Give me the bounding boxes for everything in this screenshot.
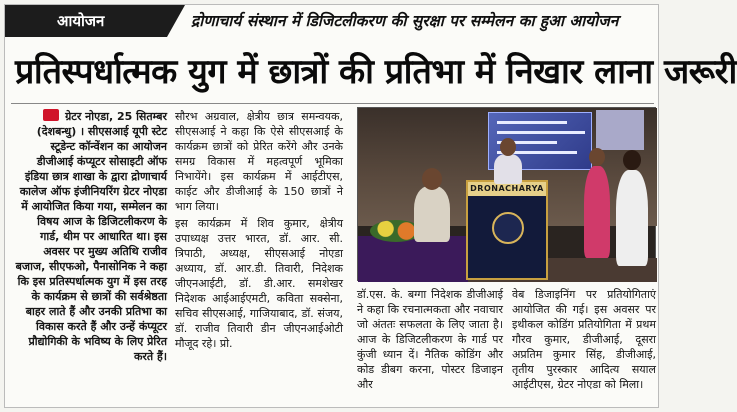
news-clipping (4, 4, 737, 408)
column-4-paragraph: वेब डिजाइनिंग पर प्रतियोगिताएं आयोजित की गई। इस अवसर पर इथीकल कोडिंग प्रतियोगिता में प्रथम गौरव कुमार, डीजीआई, दूसरा अप्रतिम कुमार सिंह, डीजीआई, तृतीय पुरस्कार आदित्य सयाल आईटीएस, ग्रेटर नोएडा को मिला। (512, 288, 656, 391)
column-2-paragraph-2: इस कार्यक्रम में शिव कुमार, क्षेत्रीय उपाध्यक्ष उत्तर भारत, डॉ. आर. सी. त्रिपाठी, अध्यक्ष, सीएसआई नोएडा अध्याय, डॉ. आर.डी. तिवारी, निदेशक जीएनआईटी, डॉ. डी.आर. समशेखर निदेशक आईआईएमटी, कविता सक्सेना, सचिव सीएसआई, गाजियाबाद, डॉ. संजय, डॉ. राजीव तिवारी डीन जीएनआईओटी मौजूद रहे। प्रो. (175, 217, 343, 350)
red-bullet-icon (43, 109, 59, 121)
top-bar (5, 5, 660, 37)
speaker (494, 154, 522, 184)
seated-person (414, 186, 450, 242)
column-1 (15, 109, 167, 401)
podium-label: DRONACHARYA (468, 182, 546, 196)
standing-person-1-head (589, 148, 605, 166)
column-2 (175, 109, 343, 401)
column-4 (512, 287, 656, 403)
standing-person-2-head (623, 150, 641, 170)
section-tag-cut (167, 5, 185, 37)
column-1-text: ग्रेटर नोएडा, 25 सितम्बर (देशबन्धु) । सीएसआई यूपी स्टेट स्टूडेन्ट कॉन्वेंशन का आयोजन डीजीआई कंप्यूटर सोसाइटी ऑफ इंडिया छात्र शाखा के द्वारा द्रोणाचार्य कालेज ऑफ इंजीनियरिंग ग्रेटर नोएडा में आयोजित किया गया, सम्मेलन का विषय आज के डिजिटलीकरण के गार्ड, थीम पर आधारित था। इस अवसर पर मुख्य अतिथि राजीव बजाज, सीएफओ, पैनासोनिक ने कहा कि इस प्रतिस्पर्धात्मक युग में इस तरह के कार्यक्रम से छात्रों की सर्वश्रेष्ठता बाहर लाते हैं और उनकी प्रतिभा का विकास करते हैं और उन्हें कंप्यूटर प्रौद्योगिकी के भविष्य के लिए प्रेरित करते हैं। (15, 110, 167, 363)
headline-rule (11, 103, 654, 104)
seated-person-head (422, 168, 442, 190)
standing-person-2 (616, 170, 648, 266)
photo-screen (596, 110, 644, 150)
column-3 (357, 287, 503, 403)
standing-person-1 (584, 166, 610, 258)
headline: प्रतिस्पर्धात्मक युग में छात्रों की प्रतिभा में निखार लाना जरूरी (15, 52, 737, 92)
photo-table (358, 236, 468, 282)
column-2-paragraph-1: सौरभ अग्रवाल, क्षेत्रीय छात्र समन्वयक, सीएसआई ने कहा कि ऐसे सीएसआई के कार्यक्रम छात्रों को प्रेरित करेंगे और उनके समग्र विकास में महत्वपूर्ण भूमिका निभायेंगे। इस कार्यक्रम में आईटीएस, काईट और डीजीआई के 150 छात्रों ने भाग लिया। (175, 110, 343, 213)
college-seal-icon (492, 212, 524, 244)
column-3-paragraph: डॉ.एस. के. बग्गा निदेशक डीजीआई ने कहा कि रचनात्मकता और नवाचार जो अंततः सफलता के लिए जाता है। आज के डिजिटलीकरण के गार्ड पर कुंजी ध्यान दें। नैतिक कोडिंग और कोड डीबग करना, पोस्टर डिजाइन और (357, 288, 503, 391)
event-photo (357, 107, 656, 281)
podium (466, 180, 548, 280)
section-tag: आयोजन (5, 5, 167, 37)
subheadline: द्रोणाचार्य संस्थान में डिजिटलीकरण की सुरक्षा पर सम्मेलन का हुआ आयोजन (191, 12, 619, 30)
speaker-head (500, 138, 516, 156)
column-1-paragraph (15, 109, 167, 364)
